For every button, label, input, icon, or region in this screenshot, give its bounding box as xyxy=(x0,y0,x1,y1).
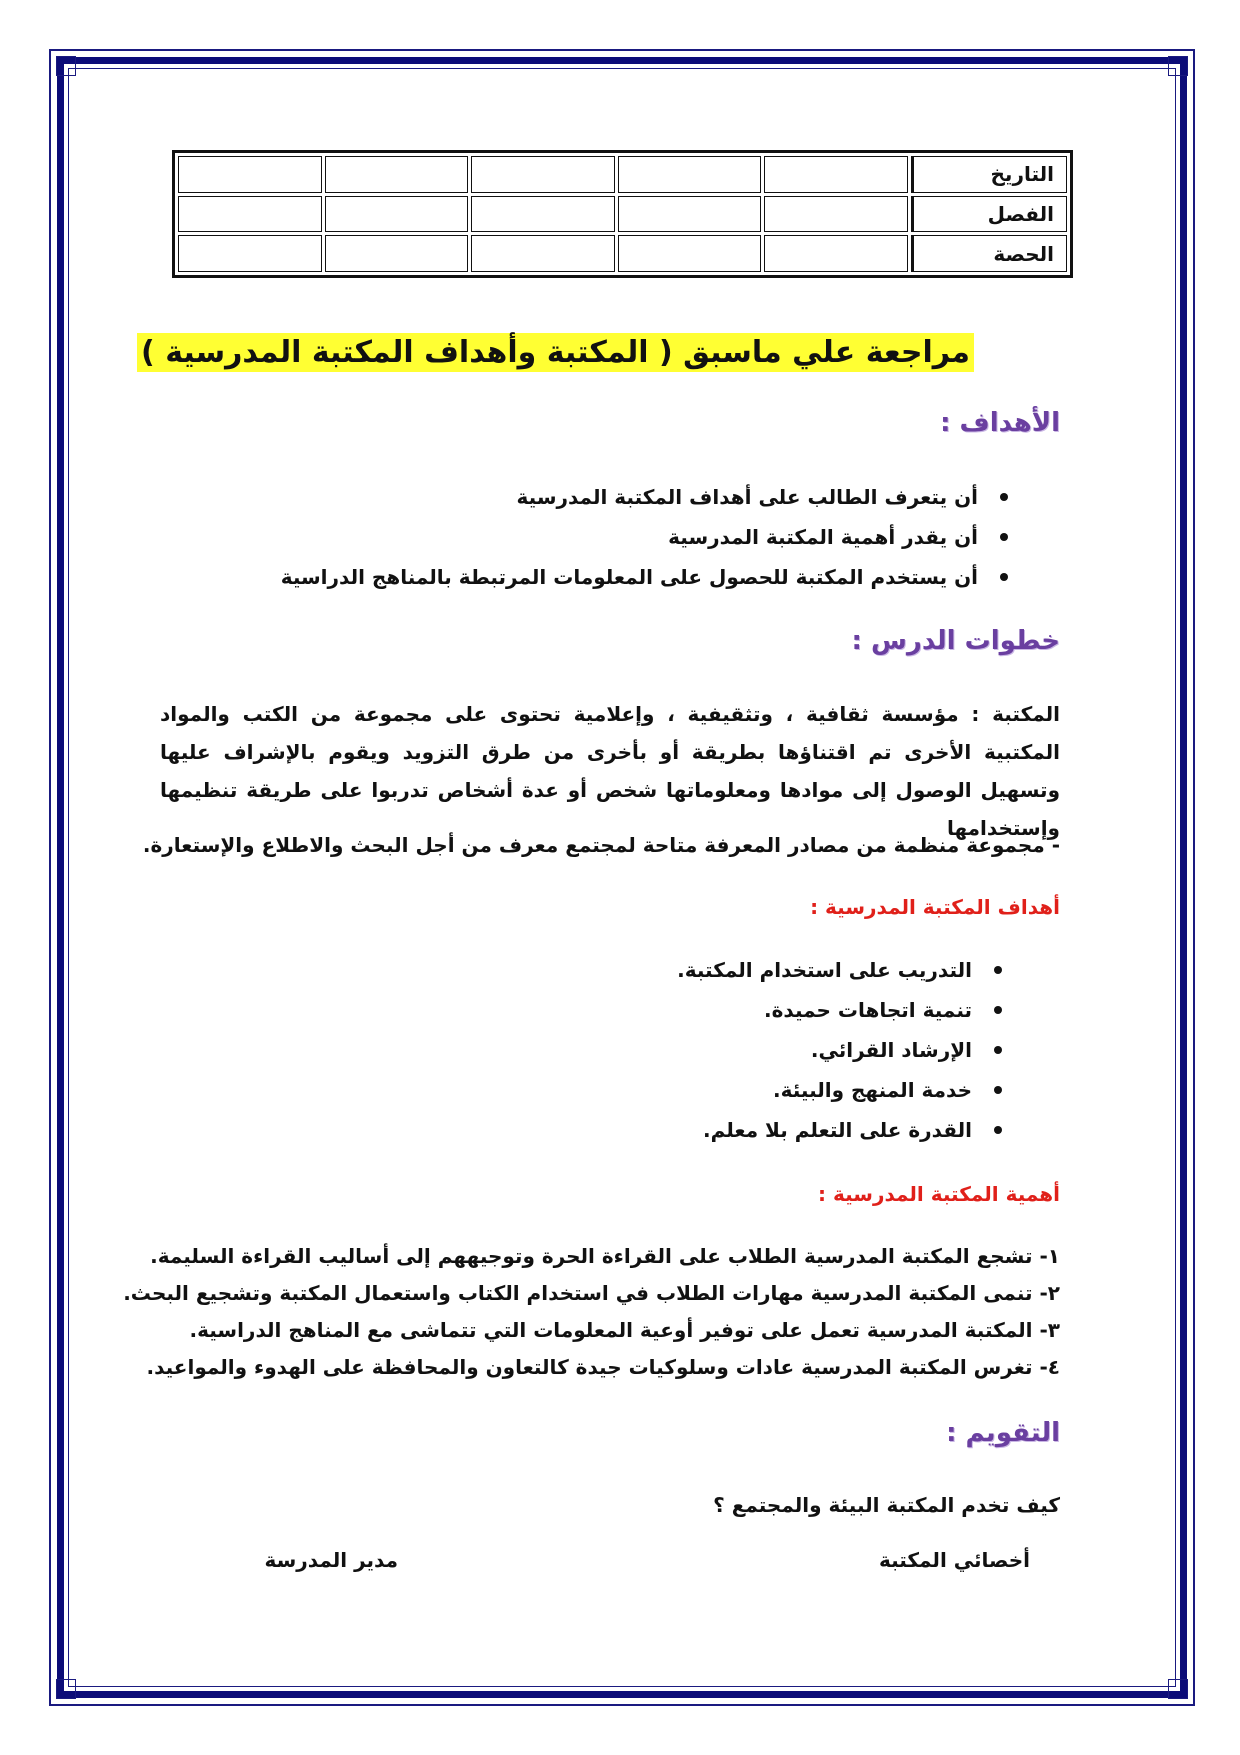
table-cell[interactable] xyxy=(764,156,908,193)
list-item xyxy=(677,990,1002,1030)
table-cell[interactable] xyxy=(618,235,762,272)
lesson-title: مراجعة علي ماسبق ( المكتبة وأهداف المكتبة المدرسية ) xyxy=(137,333,974,372)
list-item xyxy=(677,1070,1002,1110)
lesson-title-container xyxy=(137,335,974,370)
library-goals-list xyxy=(677,950,1002,1150)
table-cell[interactable] xyxy=(618,196,762,233)
table-row-label: الفصل xyxy=(911,196,1067,233)
list-item xyxy=(677,950,1002,990)
list-item-text: القدرة على التعلم بلا معلم. xyxy=(702,1118,972,1142)
table-cell[interactable] xyxy=(178,156,322,193)
list-item-text: أن يتعرف الطالب على أهداف المكتبة المدرسية xyxy=(516,485,978,509)
table-cell[interactable] xyxy=(325,156,469,193)
library-importance-heading: أهمية المكتبة المدرسية : xyxy=(818,1182,1060,1206)
table-cell[interactable] xyxy=(325,196,469,233)
list-item-text: التدريب على استخدام المكتبة. xyxy=(677,958,972,982)
list-item xyxy=(677,1030,1002,1070)
table-row xyxy=(178,235,1067,272)
importance-list xyxy=(123,1238,1060,1386)
list-item xyxy=(281,557,1008,597)
list-item: ٢- تنمى المكتبة المدرسية مهارات الطلاب في استخدام الكتاب واستعمال المكتبة وتشجيع البحث. xyxy=(123,1281,1060,1305)
table-cell[interactable] xyxy=(178,235,322,272)
list-item xyxy=(677,1110,1002,1150)
list-item: ٤- تغرس المكتبة المدرسية عادات وسلوكيات جيدة كالتعاون والمحافظة على الهدوء والمواعيد. xyxy=(146,1355,1060,1379)
table-cell[interactable] xyxy=(325,235,469,272)
bullet-icon xyxy=(994,1126,1002,1134)
objectives-heading: الأهداف : xyxy=(940,408,1060,438)
list-item-text: أن يقدر أهمية المكتبة المدرسية xyxy=(668,525,978,549)
list-item: ٣- المكتبة المدرسية تعمل على توفير أوعية المعلومات التي تتماشى مع المناهج الدراسية. xyxy=(189,1318,1060,1342)
table-cell[interactable] xyxy=(178,196,322,233)
table-cell[interactable] xyxy=(471,156,615,193)
list-item xyxy=(281,517,1008,557)
bullet-icon xyxy=(994,966,1002,974)
library-definition: المكتبة : مؤسسة ثقافية ، وتثقيفية ، وإعلامية تحتوى على مجموعة من الكتب والمواد المكتبية الأخرى تم اقتناؤها بطريقة أو بأخرى من طرق التزويد ويقوم بالإشراف عليها وتسهيل الوصول إلى موادها ومعلوماتها شخص أو عدة أشخاص تدربوا على طريقة تنظيمها وإستخدامها xyxy=(160,702,1060,840)
table-row-label: الحصة xyxy=(911,235,1067,272)
table-cell[interactable] xyxy=(618,156,762,193)
table-cell[interactable] xyxy=(764,235,908,272)
bullet-icon xyxy=(994,1006,1002,1014)
evaluation-heading: التقويم : xyxy=(946,1418,1060,1448)
bullet-icon xyxy=(994,1086,1002,1094)
evaluation-question: كيف تخدم المكتبة البيئة والمجتمع ؟ xyxy=(713,1493,1060,1517)
table-cell[interactable] xyxy=(764,196,908,233)
librarian-signature-label: أخصائي المكتبة xyxy=(878,1548,1030,1572)
bullet-icon xyxy=(994,1046,1002,1054)
objectives-list xyxy=(281,477,1008,597)
bullet-icon xyxy=(1000,573,1008,581)
library-definition-alt: - مجموعة منظمة من مصادر المعرفة متاحة لمجتمع معرف من أجل البحث والاطلاع والإستعارة. xyxy=(142,833,1060,857)
library-goals-heading: أهداف المكتبة المدرسية : xyxy=(810,895,1060,919)
list-item-text: تنمية اتجاهات حميدة. xyxy=(763,998,972,1022)
table-row-label: التاريخ xyxy=(911,156,1067,193)
table-row xyxy=(178,196,1067,233)
list-item-text: خدمة المنهج والبيئة. xyxy=(773,1078,972,1102)
table-cell[interactable] xyxy=(471,235,615,272)
schedule-table xyxy=(172,150,1073,278)
lesson-steps-heading: خطوات الدرس : xyxy=(851,626,1060,656)
principal-signature-label: مدير المدرسة xyxy=(264,1548,398,1572)
list-item xyxy=(281,477,1008,517)
bullet-icon xyxy=(1000,493,1008,501)
bullet-icon xyxy=(1000,533,1008,541)
list-item: ١- تشجع المكتبة المدرسية الطلاب على القراءة الحرة وتوجيههم إلى أساليب القراءة السليمة. xyxy=(150,1244,1060,1268)
table-row xyxy=(178,156,1067,193)
list-item-text: الإرشاد القرائي. xyxy=(810,1038,972,1062)
table-cell[interactable] xyxy=(471,196,615,233)
list-item-text: أن يستخدم المكتبة للحصول على المعلومات المرتبطة بالمناهج الدراسية xyxy=(280,565,978,589)
